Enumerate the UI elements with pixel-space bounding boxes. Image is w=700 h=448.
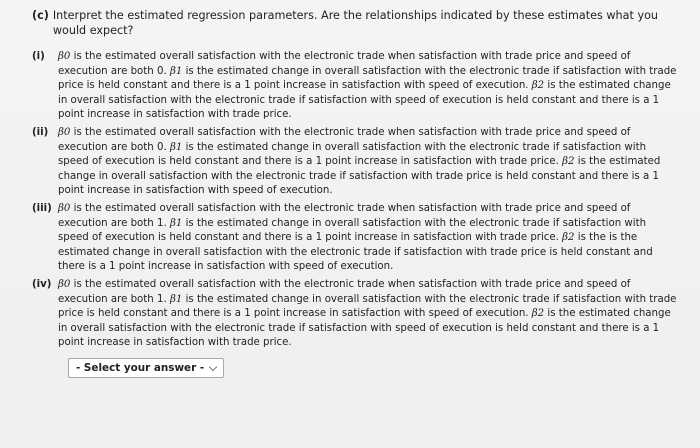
- option-text: [58, 126, 678, 199]
- parameter-symbol: β0: [58, 51, 71, 62]
- option-number: (iv): [32, 278, 52, 290]
- parameter-symbol: β2: [531, 308, 545, 320]
- option-text-segment: is the estimated overall satisfaction with the electronic trade when satisfaction with trade price and speed of execution are both 1.: [58, 278, 631, 305]
- parameter-symbol: β2: [562, 232, 575, 244]
- parameter-symbol: β1: [169, 293, 183, 305]
- option-text-segment: is the estimated change in overall satisfaction with the electronic trade if satisfaction with trade price is held constant and there is a 1 point increase in satisfaction with speed of execution.: [58, 293, 677, 320]
- option-text-segment: is the estimated change in overall satisfaction with the electronic trade if satisfaction with speed of execution is held constant and there is a 1 point increase in satisfaction with trade price.: [58, 308, 671, 349]
- parameter-symbol: β1: [169, 141, 183, 153]
- parameter-symbol: β2: [562, 156, 575, 168]
- question-part-label: (c): [32, 9, 49, 22]
- option-text-segment: is the estimated change in overall satisfaction with the electronic trade if satisfaction with trade price is held constant and there is a 1 point increase in satisfaction with speed of execution.: [58, 65, 677, 92]
- question-text: Interpret the estimated regression parameters. Are the relationships indicated by these estimates what you would expect?: [52, 9, 658, 37]
- option-number: (ii): [32, 126, 49, 138]
- parameter-symbol: β1: [169, 217, 183, 229]
- option-text-segment: is the estimated overall satisfaction with the electronic trade when satisfaction with trade price and speed of execution are both 0.: [58, 126, 631, 153]
- option-text-segment: is the estimated change in overall satisfaction with the electronic trade if satisfaction with speed of execution is held constant and there is a 1 point increase in satisfaction with trade price.: [58, 141, 647, 168]
- option-text-segment: is the estimated change in overall satisfaction with the electronic trade if satisfaction with speed of execution is held constant and there is a 1 point increase in satisfaction with trade price.: [58, 80, 671, 121]
- answer-select-dropdown[interactable]: [68, 358, 224, 378]
- answer-option: [32, 50, 678, 123]
- option-number: (iii): [32, 202, 52, 214]
- option-text: [58, 278, 678, 351]
- parameter-symbol: β0: [58, 126, 71, 138]
- option-number: (i): [32, 51, 45, 62]
- chevron-down-icon: [209, 363, 218, 372]
- question-prompt: [32, 8, 678, 38]
- parameter-symbol: β1: [169, 65, 183, 77]
- option-text-segment: is the estimated change in overall satisfaction with the electronic trade if satisfaction with trade price is held constant and there is a 1 point increase in satisfaction with speed of execution.: [58, 156, 661, 197]
- option-text-segment: is the estimated overall satisfaction with the electronic trade when satisfaction with trade price and speed of execution are both 0.: [58, 51, 631, 77]
- option-text: [58, 50, 678, 123]
- answer-option: [32, 278, 678, 351]
- parameter-symbol: β0: [58, 278, 71, 290]
- parameter-symbol: β0: [58, 202, 71, 214]
- option-text-segment: is the estimated change in overall satisfaction with the electronic trade if satisfaction with speed of execution is held constant and there is a 1 point increase in satisfaction with trade price.: [58, 217, 647, 244]
- parameter-symbol: β2: [531, 80, 545, 92]
- answer-option: [32, 126, 678, 199]
- answer-option: [32, 202, 678, 275]
- option-text: [58, 202, 678, 275]
- option-text-segment: is the estimated overall satisfaction with the electronic trade when satisfaction with trade price and speed of execution are both 1.: [58, 202, 631, 229]
- option-text-segment: is the is the estimated change in overall satisfaction with the electronic trade if satisfaction with trade price is held constant and there is a 1 point increase in satisfaction with speed of execution.: [58, 232, 653, 273]
- answer-select-value: - Select your answer -: [76, 361, 205, 374]
- answer-options-list: [32, 50, 678, 351]
